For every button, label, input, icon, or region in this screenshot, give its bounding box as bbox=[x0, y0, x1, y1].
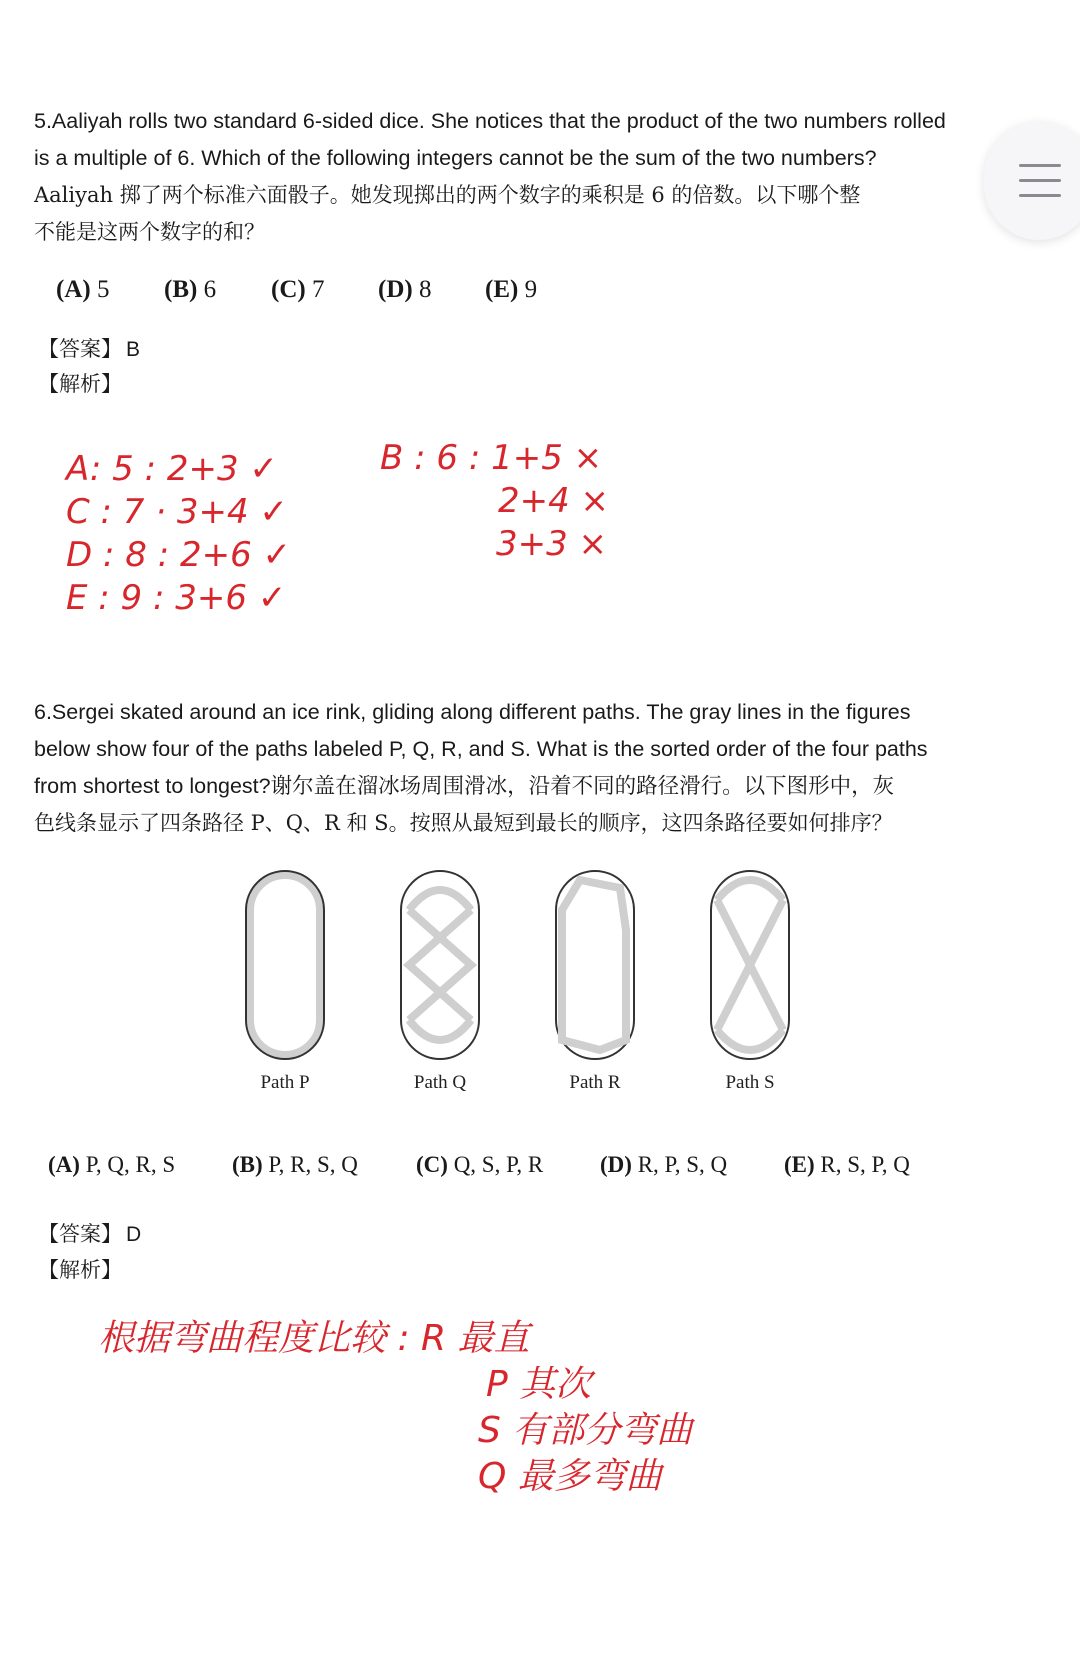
q5-choices bbox=[56, 276, 585, 304]
q6-choice-b: (B) P, R, S, Q bbox=[232, 1152, 358, 1177]
menu-button[interactable] bbox=[984, 122, 1080, 240]
q6-question-text bbox=[34, 694, 1019, 842]
path-s-figure bbox=[711, 871, 789, 1093]
q6-choice-a: (A) P, Q, R, S bbox=[48, 1152, 176, 1177]
handwriting-line: P 其次 bbox=[486, 1364, 592, 1405]
q5-choice-b: (B) 6 bbox=[164, 276, 217, 303]
q5-choice-e: (E) 9 bbox=[485, 276, 538, 303]
path-s-label: Path S bbox=[725, 1072, 775, 1093]
handwriting-line: B : 6 : 1+5 × bbox=[380, 438, 603, 478]
q5-line: 不能是这两个数字的和？ bbox=[34, 220, 265, 244]
path-r-figure bbox=[556, 871, 634, 1093]
q6-choice-c: (C) Q, S, P, R bbox=[416, 1152, 544, 1177]
q6-choices bbox=[48, 1152, 934, 1178]
q5-choice-d: (D) 8 bbox=[378, 276, 432, 303]
q6-answer: 【答案】 D bbox=[38, 1222, 142, 1246]
handwriting-line: C : 7 · 3+4 ✓ bbox=[66, 492, 288, 532]
handwriting-line: E : 9 : 3+6 ✓ bbox=[66, 578, 287, 618]
q5-answer: 【答案】 B bbox=[38, 337, 141, 361]
q6-choice-d: (D) R, P, S, Q bbox=[600, 1152, 728, 1177]
q5-line: 5.Aaliyah rolls two standard 6-sided dice. She notices that the product of the two numbers rolled bbox=[34, 109, 946, 133]
q6-line: 6.Sergei skated around an ice rink, gliding along different paths. The gray lines in the figures bbox=[34, 700, 911, 724]
q6-line: 色线条显示了四条路径 P、Q、R 和 S。按照从最短到最长的顺序，这四条路径要如何排序？ bbox=[34, 811, 893, 835]
q6-analysis-label: 【解析】 bbox=[38, 1258, 122, 1282]
path-q-label: Path Q bbox=[413, 1072, 467, 1093]
q5-line: is a multiple of 6. Which of the following integers cannot be the sum of the two numbers? bbox=[34, 146, 877, 170]
handwriting-line: D : 8 : 2+6 ✓ bbox=[66, 535, 292, 575]
q5-analysis-label: 【解析】 bbox=[38, 372, 122, 396]
q6-line: below show four of the paths labeled P, Q, R, and S. What is the sorted order of the four paths bbox=[34, 737, 928, 761]
q6-line: from shortest to longest?谢尔盖在溜冰场周围滑冰，沿着不同的路径滑行。以下图形中，灰 bbox=[34, 774, 895, 798]
q6-handwriting bbox=[98, 1316, 692, 1500]
handwriting-line: 3+3 × bbox=[496, 524, 608, 564]
path-r-label: Path R bbox=[569, 1072, 621, 1093]
q5-choice-c: (C) 7 bbox=[271, 276, 325, 303]
q6-choice-e: (E) R, S, P, Q bbox=[784, 1152, 910, 1177]
handwriting-line: 根据弯曲程度比较 : R 最直 bbox=[98, 1318, 530, 1359]
q5-handwriting-left bbox=[66, 448, 291, 620]
path-p-label: Path P bbox=[260, 1072, 310, 1093]
q5-question-text bbox=[34, 103, 1019, 251]
handwriting-line: A: 5 : 2+3 ✓ bbox=[66, 449, 278, 489]
q6-paths-figure bbox=[240, 870, 800, 1110]
handwriting-line: Q 最多弯曲 bbox=[478, 1456, 662, 1497]
q5-line: Aaliyah 掷了两个标准六面骰子。她发现掷出的两个数字的乘积是 6 的倍数。以下哪个整 bbox=[34, 183, 861, 207]
path-p-figure bbox=[246, 871, 324, 1093]
handwriting-line: S 有部分弯曲 bbox=[478, 1410, 693, 1451]
path-q-figure bbox=[401, 871, 479, 1093]
q5-handwriting-right bbox=[380, 437, 609, 566]
q5-choice-a: (A) 5 bbox=[56, 276, 110, 303]
handwriting-line: 2+4 × bbox=[498, 481, 610, 521]
